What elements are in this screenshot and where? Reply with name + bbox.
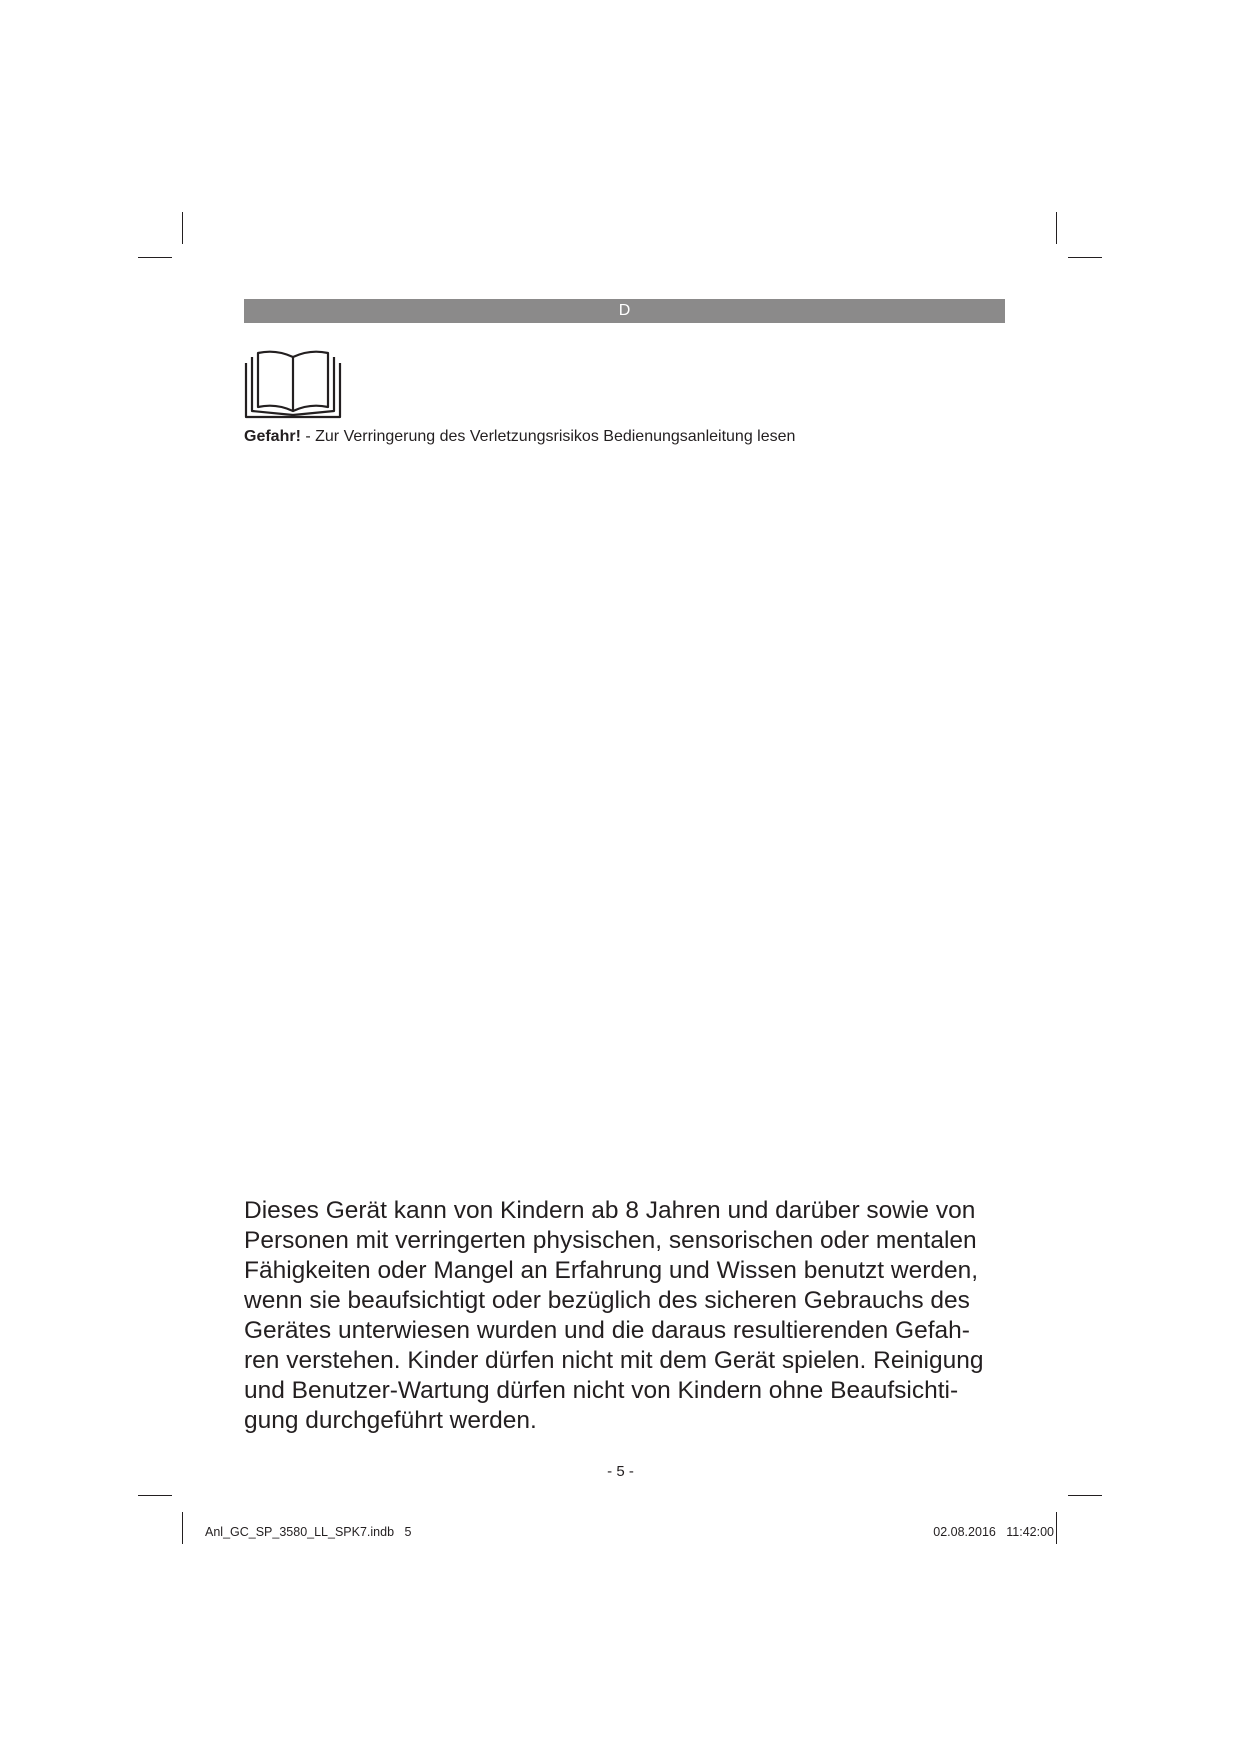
open-book-icon xyxy=(244,349,342,419)
warning-label: Gefahr! xyxy=(244,428,301,445)
paragraph-line: Gerätes unterwiesen wurden und die daraus resultierenden Gefah- xyxy=(244,1317,970,1344)
crop-mark-top-left-horizontal xyxy=(138,257,172,258)
crop-mark-bottom-right-vertical xyxy=(1056,1512,1057,1544)
warning-note xyxy=(244,426,795,448)
paragraph-line: wenn sie beaufsichtigt oder bezüglich des sicheren Gebrauchs des xyxy=(244,1287,970,1314)
crop-mark-bottom-left-vertical xyxy=(182,1512,183,1544)
crop-mark-bottom-right-horizontal xyxy=(1068,1495,1102,1496)
language-code: D xyxy=(618,302,631,319)
crop-mark-top-right-vertical xyxy=(1056,212,1057,244)
crop-mark-bottom-left-horizontal xyxy=(138,1495,172,1496)
paragraph-line: ren verstehen. Kinder dürfen nicht mit dem Gerät spielen. Reinigung xyxy=(244,1347,984,1374)
paragraph-line: gung durchgeführt werden. xyxy=(244,1407,537,1434)
paragraph-line: und Benutzer-Wartung dürfen nicht von Kindern ohne Beaufsichti- xyxy=(244,1377,959,1404)
footer-timestamp: 02.08.2016 11:42:00 xyxy=(933,1525,1054,1539)
crop-mark-top-left-vertical xyxy=(182,212,183,244)
crop-mark-top-right-horizontal xyxy=(1068,257,1102,258)
paragraph-line: Personen mit verringerten physischen, sensorischen oder mentalen xyxy=(244,1227,977,1254)
safety-paragraph xyxy=(244,1196,1014,1436)
footer-file-name: Anl_GC_SP_3580_LL_SPK7.indb 5 xyxy=(205,1525,412,1539)
language-header-bar xyxy=(244,299,1005,323)
paragraph-line: Dieses Gerät kann von Kindern ab 8 Jahren und darüber sowie von xyxy=(244,1197,976,1224)
page-number: - 5 - xyxy=(607,1463,634,1480)
warning-text: - Zur Verringerung des Verletzungsrisikos Bedienungsanleitung lesen xyxy=(300,428,796,445)
paragraph-line: Fähigkeiten oder Mangel an Erfahrung und Wissen benutzt werden, xyxy=(244,1257,979,1284)
